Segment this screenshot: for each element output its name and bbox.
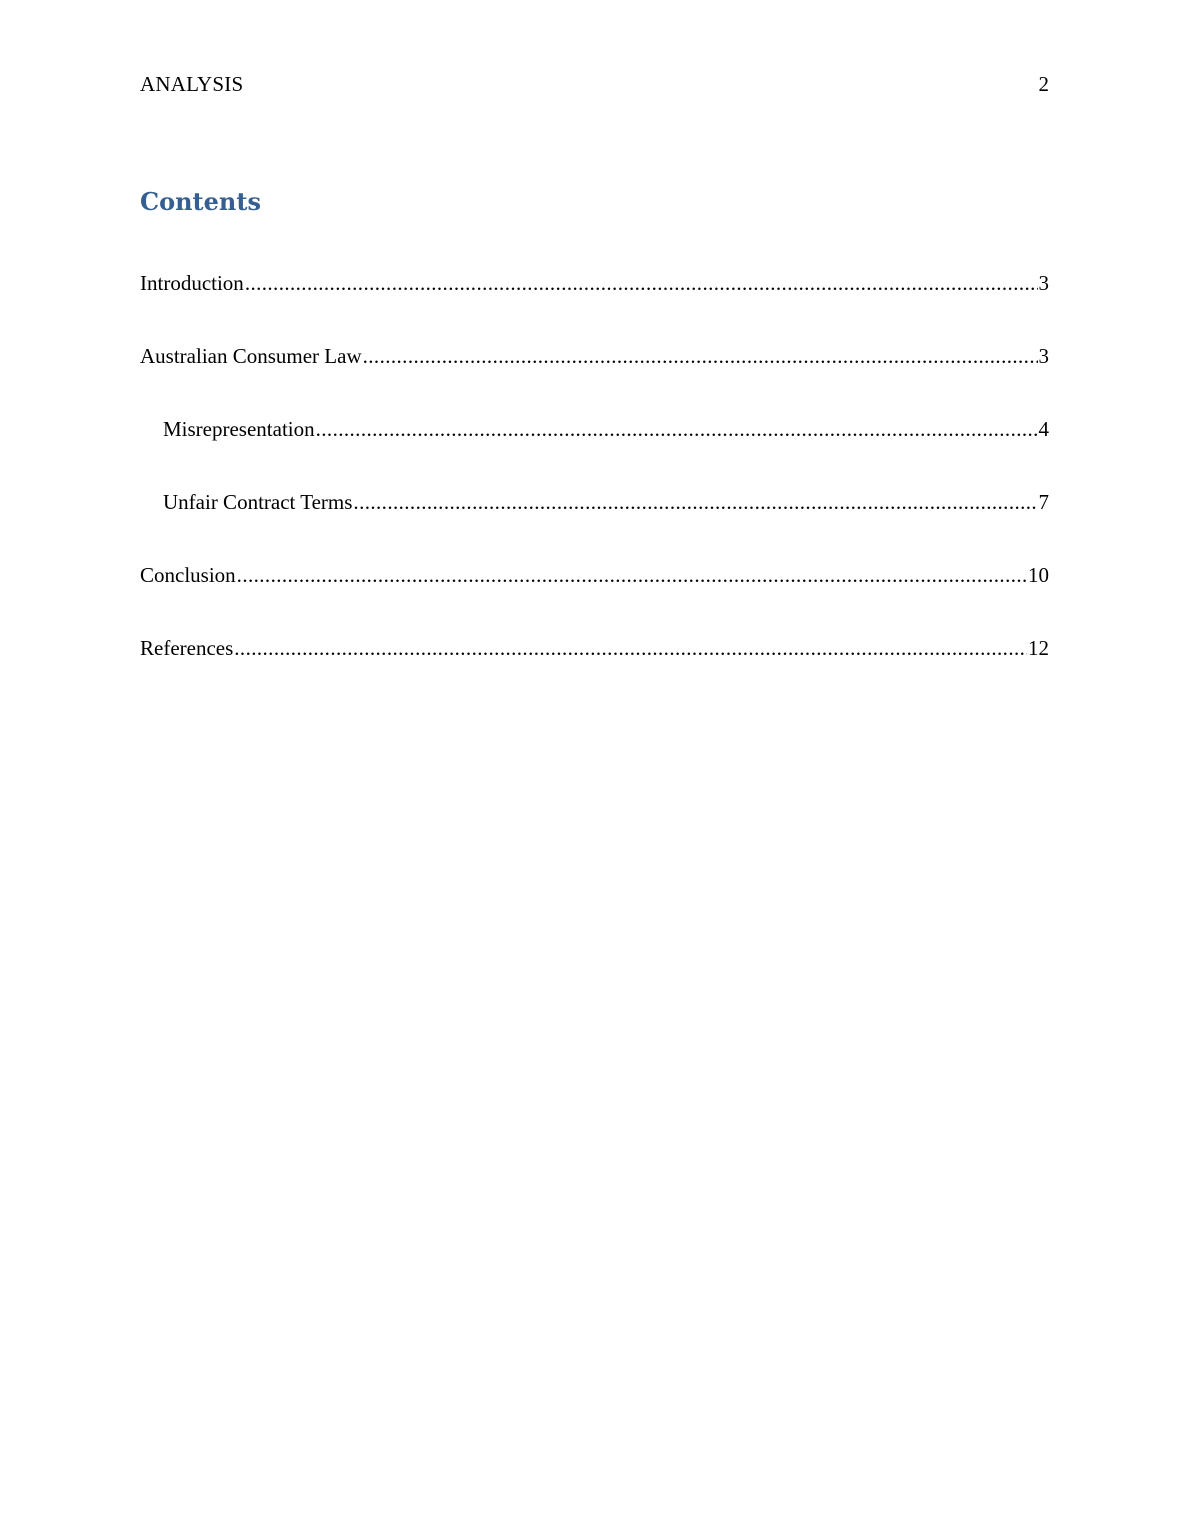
toc-entry-page: 10 — [1028, 563, 1049, 587]
toc-dot-leader — [316, 412, 1038, 447]
toc-entry-title: Misrepresentation — [163, 417, 315, 441]
toc-entry-page: 7 — [1038, 490, 1049, 514]
toc-entry-title: Introduction — [140, 271, 244, 295]
toc-entry-title: Unfair Contract Terms — [163, 490, 353, 514]
toc-dot-leader — [237, 558, 1027, 593]
toc-entry-conclusion[interactable] — [140, 558, 1049, 593]
toc-entry-introduction[interactable] — [140, 266, 1049, 301]
toc-entry-references[interactable] — [140, 631, 1049, 666]
toc-entry-title: Australian Consumer Law — [140, 344, 362, 368]
toc-entry-page: 3 — [1038, 271, 1049, 295]
toc-entry-page: 3 — [1038, 344, 1049, 368]
running-head: ANALYSIS — [140, 72, 244, 96]
toc-dot-leader — [353, 485, 1037, 520]
toc-entry-australian-consumer-law[interactable] — [140, 339, 1049, 374]
toc-entry-title: Conclusion — [140, 563, 236, 587]
toc-entry-page: 4 — [1038, 417, 1049, 441]
toc-entry-page: 12 — [1028, 636, 1049, 660]
toc-dot-leader — [363, 339, 1038, 374]
toc-heading: Contents — [140, 187, 261, 216]
page-number: 2 — [1038, 72, 1049, 96]
toc-dot-leader — [234, 631, 1027, 666]
toc-dot-leader — [245, 266, 1038, 301]
table-of-contents — [140, 266, 1049, 704]
toc-entry-unfair-contract-terms[interactable] — [140, 485, 1049, 520]
toc-entry-misrepresentation[interactable] — [140, 412, 1049, 447]
toc-entry-title: References — [140, 636, 234, 660]
